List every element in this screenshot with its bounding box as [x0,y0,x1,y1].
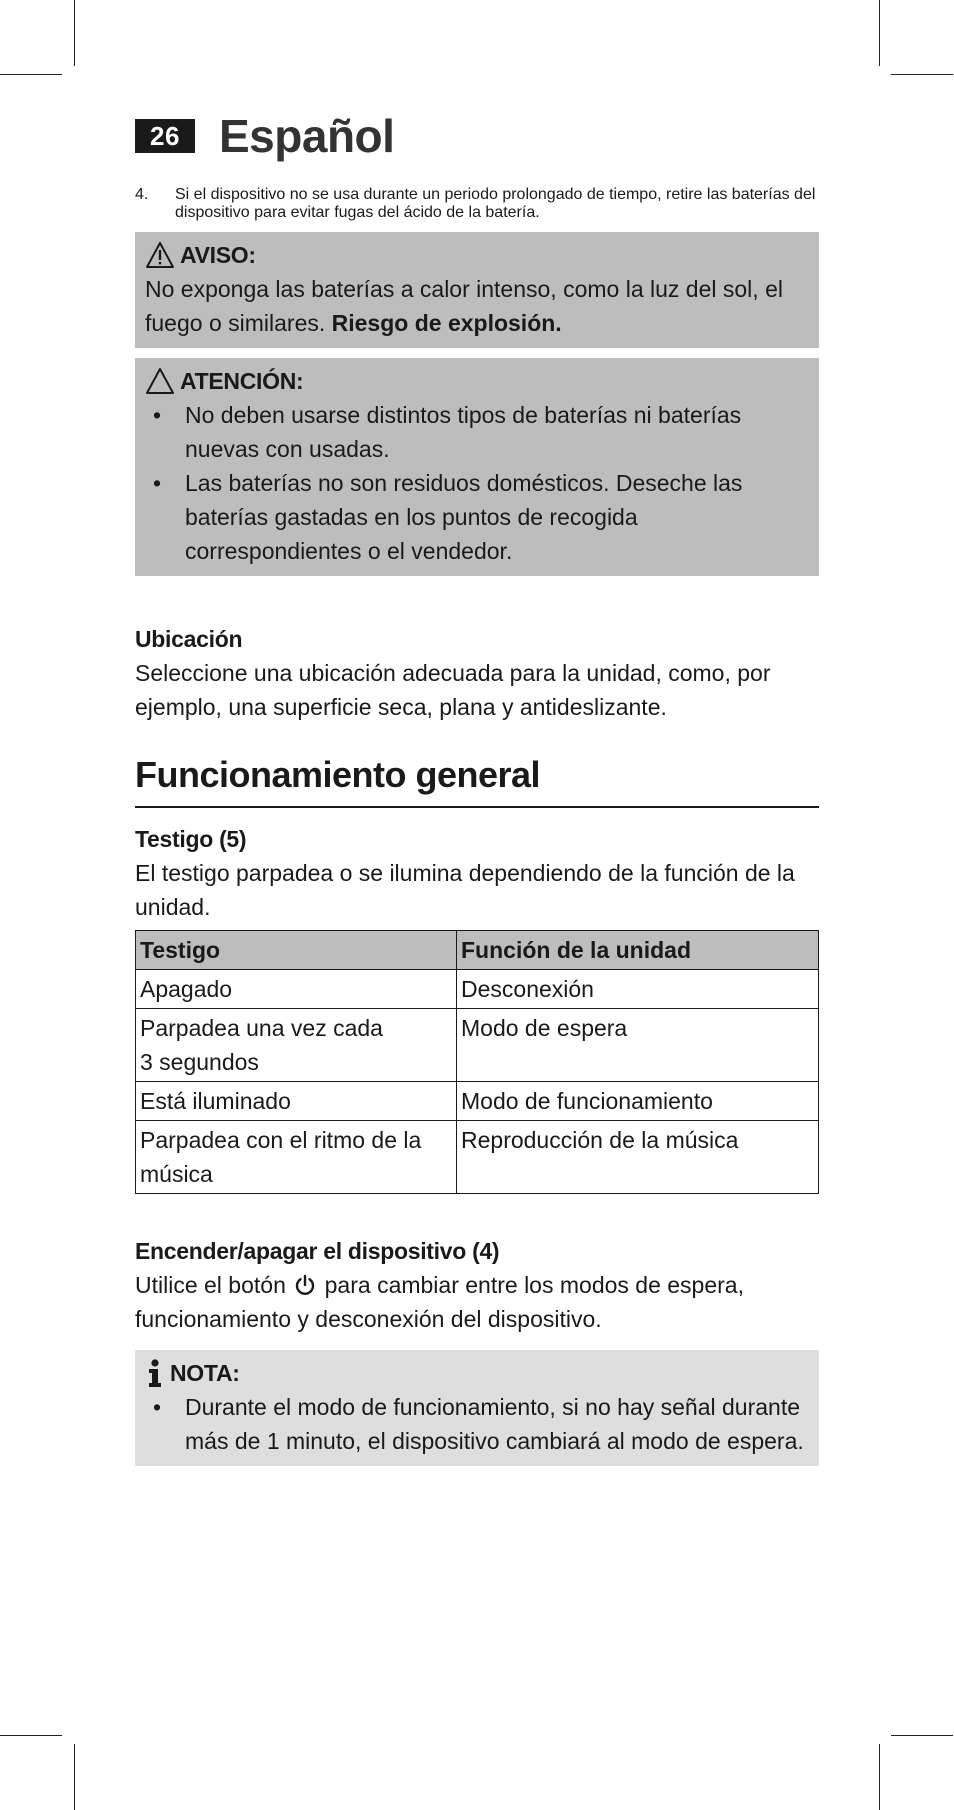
table-header: Testigo [136,931,457,970]
page-content [135,108,819,1476]
encender-text: Utilice el botón para cambiar entre los modos de espera, funcionamiento y desconexión del dispositivo. [135,1272,744,1332]
table-cell: Parpadea una vez cada 3 segundos [136,1009,457,1082]
atencion-list [145,398,809,568]
funcionamiento-heading: Funcionamiento general [135,752,819,808]
crop-mark [879,0,880,66]
table-cell: Reproducción de la música [457,1121,819,1194]
table-row [136,1082,819,1121]
info-icon [145,1358,165,1388]
crop-mark [879,1744,880,1810]
aviso-emphasis: Riesgo de explosión. [331,310,562,336]
aviso-text: No exponga las baterías a calor intenso, como la luz del sol, el fuego o similares. Riesgo de explosión. [145,276,783,336]
aviso-label: AVISO: [180,242,256,268]
caution-triangle-icon [145,367,175,395]
aviso-box [135,232,819,348]
aviso-title [145,238,809,272]
crop-mark [0,1735,62,1736]
crop-mark [0,74,62,75]
testigo-table [135,930,819,1194]
step-number: 4. [135,186,149,203]
encender-heading: Encender/apagar el dispositivo (4) [135,1238,500,1264]
nota-label: NOTA: [170,1360,240,1386]
testigo-text: El testigo parpadea o se ilumina dependiendo de la función de la unidad. [135,860,795,920]
table-cell: Parpadea con el ritmo de la música [136,1121,457,1194]
crop-mark [74,1744,75,1810]
ubicacion-text: Seleccione una ubicación adecuada para la unidad, como, por ejemplo, una superficie seca, plana y antideslizante. [135,660,771,720]
nota-box [135,1350,819,1466]
testigo-heading: Testigo (5) [135,826,247,852]
table-row [136,1121,819,1194]
step-text: Si el dispositivo no se usa durante un periodo prolongado de tiempo, retire las baterías del dispositivo para evitar fugas del ácido de la batería. [175,186,816,221]
atencion-label: ATENCIÓN: [180,368,304,394]
crop-mark [74,0,75,66]
table-cell: Modo de funcionamiento [457,1082,819,1121]
table-cell: Desconexión [457,970,819,1009]
power-icon [294,1274,316,1296]
table-header: Función de la unidad [457,931,819,970]
nota-list [145,1390,809,1458]
nota-title [145,1356,809,1390]
table-row [136,970,819,1009]
page-title: Español [219,110,395,162]
table-header-row [136,931,819,970]
table-cell: Modo de espera [457,1009,819,1082]
crop-mark [891,1735,953,1736]
page-number: 26 [135,119,195,153]
table-row [136,1009,819,1082]
ubicacion-heading: Ubicación [135,626,243,652]
table-cell: Apagado [136,970,457,1009]
list-item: • No deben usarse distintos tipos de baterías ni baterías nuevas con usadas. [153,402,742,462]
warning-triangle-icon [145,241,175,269]
table-cell: Está iluminado [136,1082,457,1121]
page-header [135,108,819,164]
crop-mark [891,74,953,75]
list-item: • Durante el modo de funcionamiento, si no hay señal durante más de 1 minuto, el dispositivo cambiará al modo de espera. [153,1394,804,1454]
list-item: • Las baterías no son residuos domésticos. Deseche las baterías gastadas en los puntos de recogida correspondientes o el vendedor. [153,470,743,564]
atencion-title [145,364,809,398]
atencion-box [135,358,819,576]
step-4 [135,186,819,222]
